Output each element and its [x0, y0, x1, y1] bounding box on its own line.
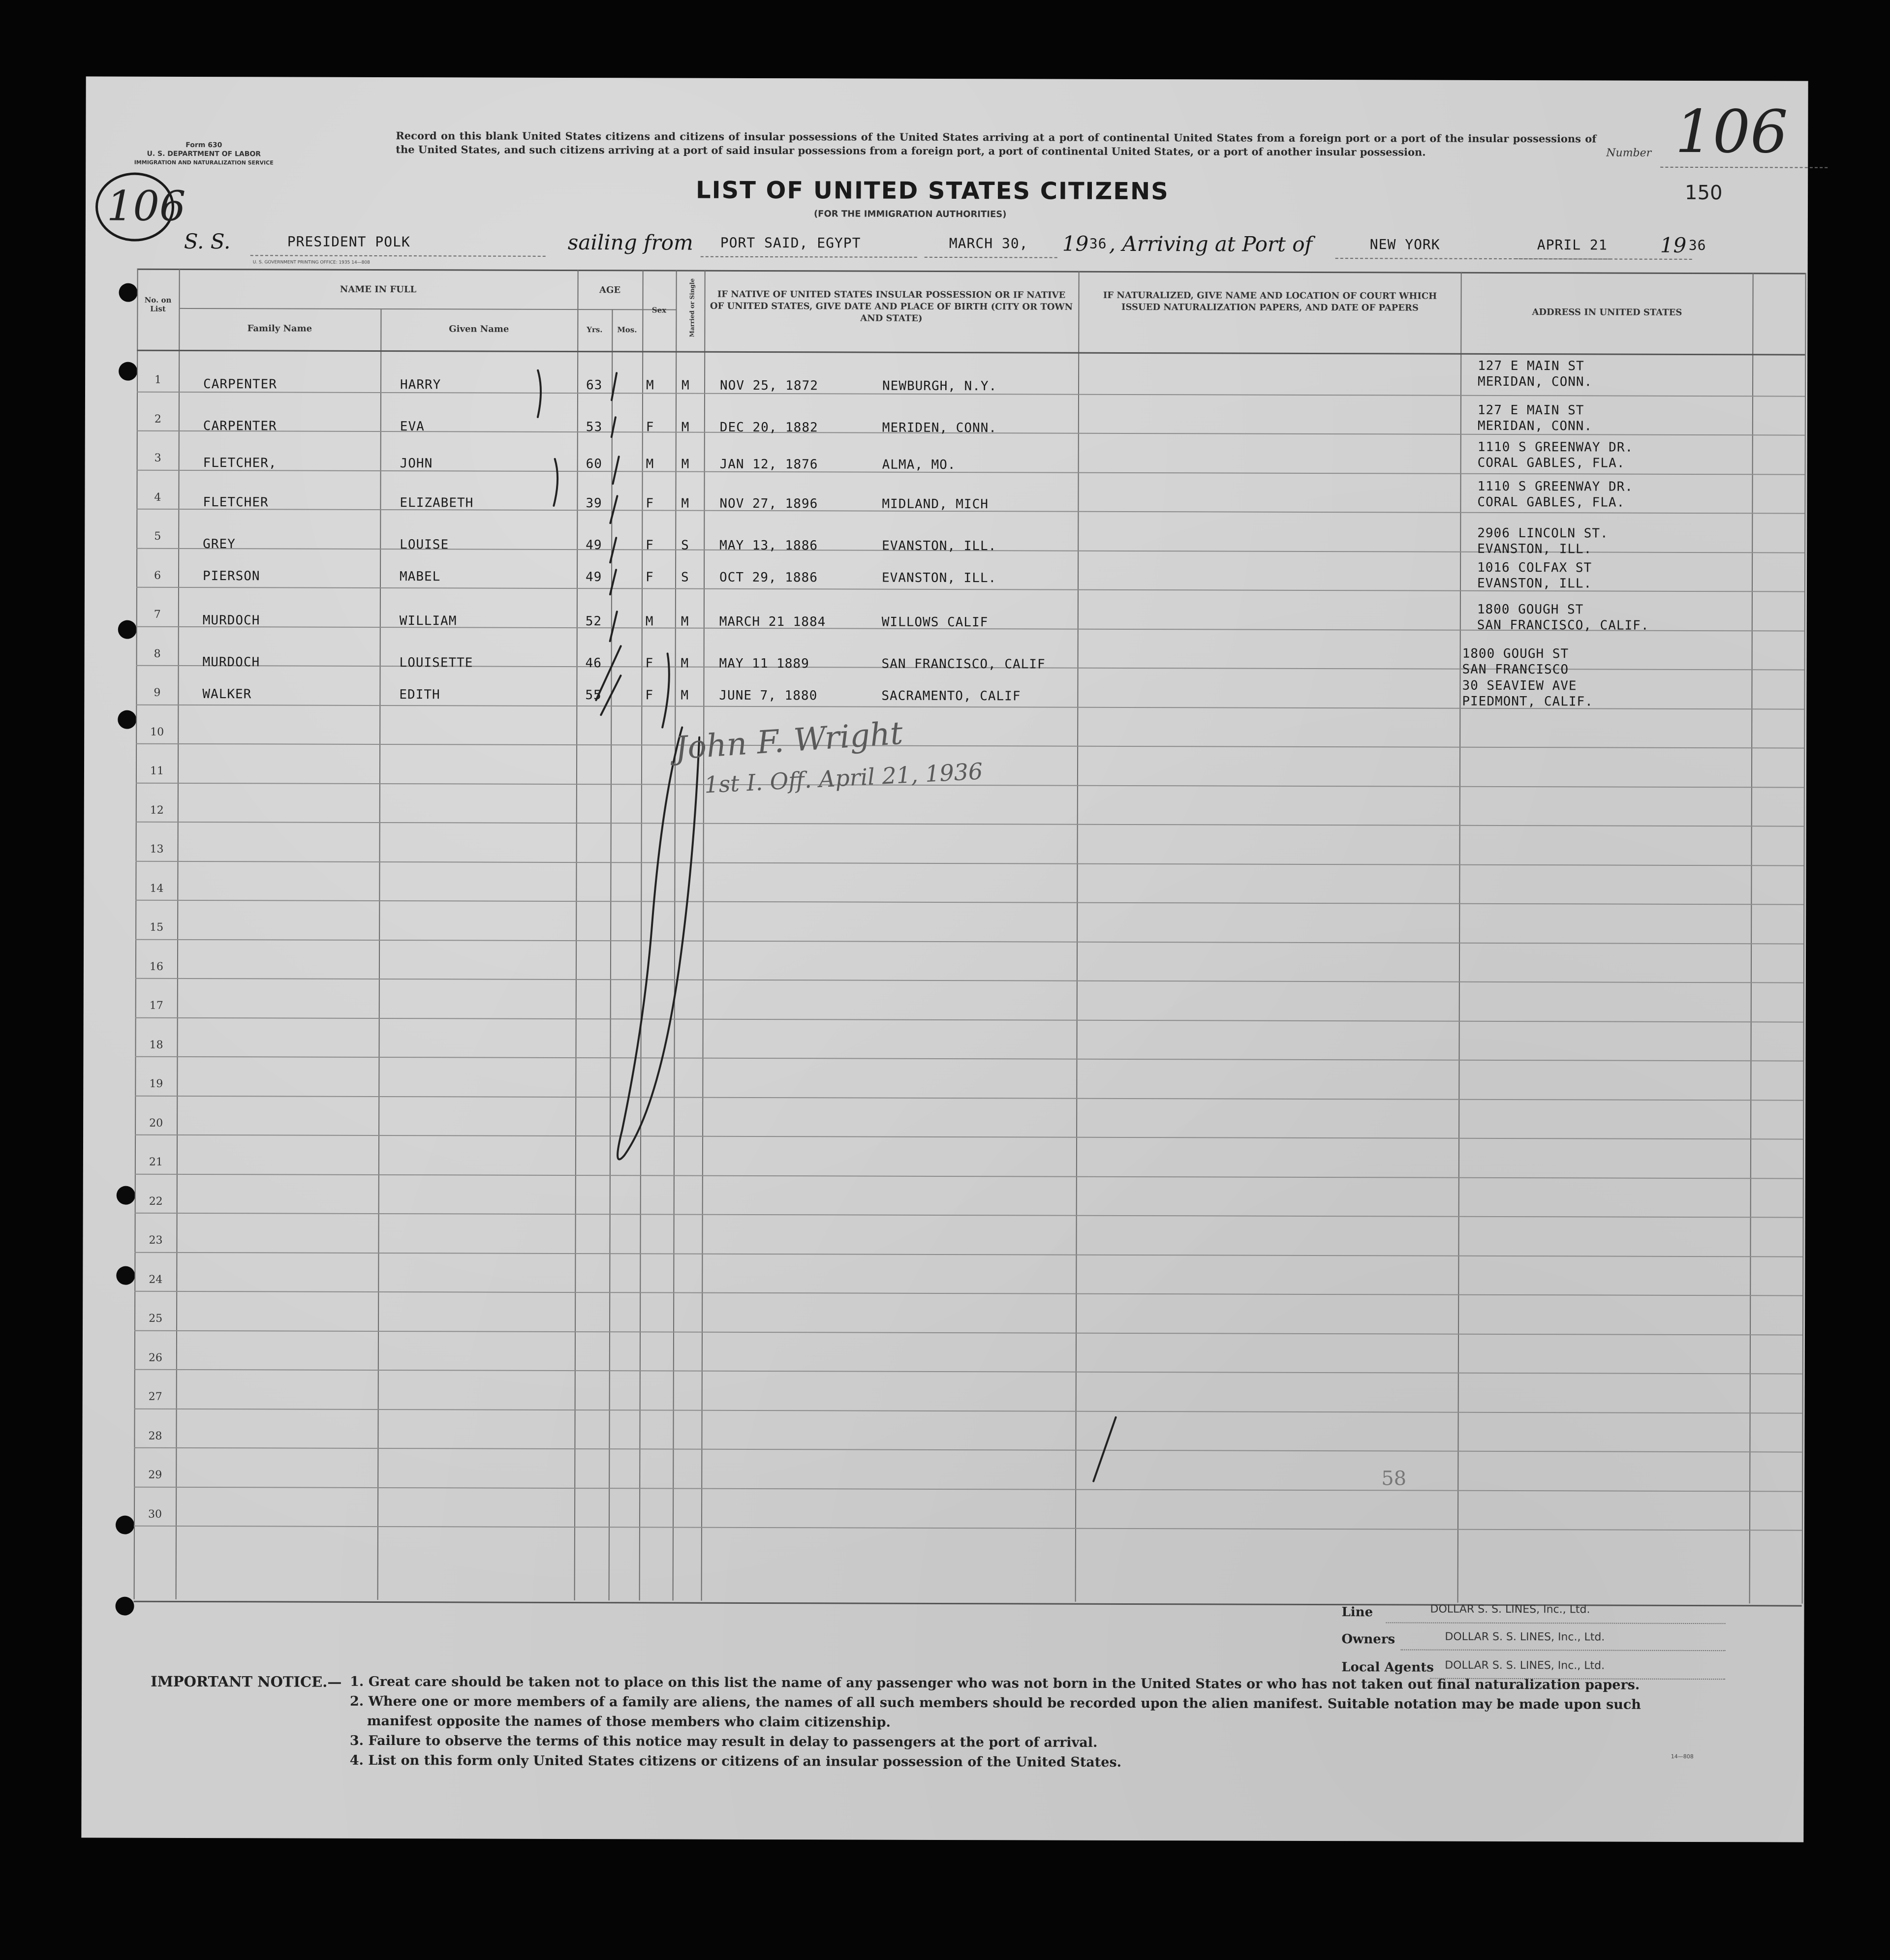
- form-code: 14—808: [1671, 1753, 1694, 1760]
- arrival-date: APRIL 21: [1537, 237, 1608, 253]
- given-name-cell: HARRY: [400, 377, 441, 393]
- pen-stroke: [662, 653, 669, 727]
- row-number: 23: [149, 1234, 163, 1247]
- address-line-2: PIEDMONT, CALIF.: [1462, 694, 1593, 709]
- header-mos: Mos.: [617, 325, 637, 335]
- address-line-2: MERIDAN, CONN.: [1478, 374, 1593, 390]
- family-name-cell: CARPENTER: [203, 377, 277, 392]
- age-years-cell: 49: [586, 538, 602, 553]
- given-name-cell: EVA: [400, 419, 425, 434]
- row-number: 18: [149, 1039, 163, 1051]
- row-number: 10: [150, 726, 164, 738]
- number-label: Number: [1606, 147, 1652, 159]
- check-mark: [610, 570, 616, 594]
- check-mark: [610, 496, 617, 523]
- family-name-cell: FLETCHER: [203, 495, 269, 510]
- birth-date-cell: OCT 29, 1886: [719, 570, 818, 585]
- family-name-cell: FLETCHER,: [203, 456, 277, 471]
- address-line-1: 127 E MAIN ST: [1478, 358, 1584, 374]
- row-number: 13: [150, 843, 164, 856]
- owners-value: DOLLAR S. S. LINES, Inc., Ltd.: [1445, 1630, 1605, 1644]
- birth-date-cell: MAY 13, 1886: [719, 538, 818, 553]
- ship-name: PRESIDENT POLK: [287, 233, 410, 250]
- sex-cell: M: [646, 378, 654, 393]
- row-number: 3: [154, 452, 161, 464]
- birth-place-cell: WILLOWS CALIF: [881, 614, 989, 630]
- row-number: 20: [149, 1117, 163, 1130]
- row-number: 9: [154, 686, 161, 699]
- row-number: 16: [149, 960, 163, 973]
- family-name-cell: PIERSON: [202, 569, 260, 584]
- row-number: 21: [149, 1156, 163, 1168]
- marital-status-cell: M: [682, 378, 690, 393]
- number-handwritten: 106: [1675, 97, 1788, 167]
- notice-item-4: 4. List on this form only United States citizens or citizens of an insular possession of the United States.: [349, 1752, 1122, 1770]
- marital-status-cell: M: [681, 688, 689, 703]
- header-no: No. on List: [144, 295, 172, 313]
- depart-year-prefix: 19: [1062, 231, 1089, 256]
- given-name-cell: ELIZABETH: [400, 495, 474, 511]
- row-number: 5: [154, 530, 161, 543]
- sex-cell: M: [645, 614, 654, 629]
- birth-date-cell: NOV 27, 1896: [719, 496, 818, 512]
- notice-item-3: 3. Failure to observe the terms of this notice may result in delay to passengers at the port of arrival.: [349, 1733, 1098, 1750]
- arrival-year: 36: [1688, 237, 1706, 254]
- check-mark: [612, 373, 617, 400]
- sailing-label: sailing from: [567, 230, 693, 255]
- address-line-1: 1110 S GREENWAY DR.: [1477, 439, 1634, 455]
- birth-date-cell: JAN 12, 1876: [719, 457, 818, 472]
- row-number: 14: [150, 882, 164, 895]
- sex-cell: F: [645, 688, 654, 703]
- notice-title: IMPORTANT NOTICE.—: [151, 1673, 342, 1690]
- service-name: IMMIGRATION AND NATURALIZATION SERVICE: [134, 159, 274, 166]
- officer-signature: John F. Wright: [674, 715, 904, 767]
- header-yrs: Yrs.: [587, 325, 603, 335]
- sex-cell: F: [646, 496, 654, 511]
- department-name: U. S. DEPARTMENT OF LABOR: [147, 150, 261, 158]
- header-sex: Sex: [651, 306, 667, 315]
- age-years-cell: 55: [585, 688, 602, 703]
- address-line-1: 30 SEAVIEW AVE: [1462, 678, 1577, 694]
- header-given: Given Name: [449, 324, 509, 335]
- row-number: 30: [148, 1508, 162, 1521]
- line-label: Line: [1341, 1605, 1373, 1620]
- header-age: AGE: [599, 285, 621, 296]
- row-number: 4: [154, 491, 161, 504]
- marital-status-cell: M: [681, 614, 689, 629]
- agents-value: DOLLAR S. S. LINES, Inc., Ltd.: [1445, 1659, 1605, 1672]
- marital-status-cell: M: [681, 496, 690, 511]
- row-number: 7: [154, 608, 161, 621]
- row-number: 25: [149, 1312, 163, 1325]
- address-line-2: CORAL GABLES, FLA.: [1477, 494, 1625, 510]
- family-name-cell: GREY: [203, 537, 236, 552]
- age-years-cell: 53: [586, 420, 603, 435]
- form-number: Form 630: [186, 141, 222, 150]
- given-name-cell: LOUISETTE: [399, 655, 473, 671]
- birth-date-cell: NOV 25, 1872: [720, 378, 818, 394]
- age-years-cell: 52: [585, 614, 602, 629]
- owners-label: Owners: [1341, 1632, 1395, 1647]
- family-name-cell: CARPENTER: [203, 419, 277, 434]
- circled-number-text: 106: [106, 182, 186, 230]
- birth-place-cell: MIDLAND, MICH: [882, 496, 989, 512]
- row-number: 26: [148, 1351, 162, 1364]
- sex-cell: F: [646, 420, 654, 435]
- birth-place-cell: SAN FRANCISCO, CALIF: [881, 656, 1046, 672]
- row-number: 24: [149, 1273, 163, 1286]
- address-line-1: 1800 GOUGH ST: [1462, 646, 1569, 662]
- given-name-cell: EDITH: [399, 687, 440, 703]
- birth-place-cell: SACRAMENTO, CALIF: [881, 688, 1021, 704]
- pen-loop: [618, 727, 699, 1160]
- depart-year: 36: [1089, 235, 1107, 252]
- family-name-cell: WALKER: [202, 687, 252, 702]
- address-line-1: 2906 LINCOLN ST.: [1477, 525, 1609, 541]
- address-line-1: 1016 COLFAX ST: [1477, 560, 1592, 576]
- ss-label: S. S.: [184, 229, 231, 254]
- marital-status-cell: M: [681, 457, 690, 472]
- address-line-2: EVANSTON, ILL.: [1477, 541, 1592, 557]
- address-line-2: MERIDAN, CONN.: [1477, 418, 1593, 434]
- address-line-2: SAN FRANCISCO, CALIF.: [1477, 617, 1649, 633]
- row-number: 15: [150, 921, 164, 934]
- header-naturalized: IF NATURALIZED, GIVE NAME AND LOCATION OF COURT WHICH ISSUED NATURALIZATION PAPERS, AND DATE OF PAPERS: [1103, 290, 1437, 313]
- marital-status-cell: M: [681, 420, 690, 435]
- marital-status-cell: M: [681, 656, 689, 671]
- from-port: PORT SAID, EGYPT: [720, 234, 861, 251]
- sex-cell: F: [645, 656, 654, 671]
- header-native: IF NATIVE OF UNITED STATES INSULAR POSSESSION OR IF NATIVE OF UNITED STATES, GIVE DATE AND PLACE OF BIRTH (CITY OR TOWN AND STATE): [710, 289, 1073, 324]
- sex-cell: F: [645, 570, 654, 585]
- row-number: 8: [154, 647, 161, 660]
- arrival-year-prefix: 19: [1660, 233, 1687, 257]
- bracket-mark: [554, 459, 558, 506]
- row-number: 2: [154, 413, 161, 426]
- check-mark: [596, 646, 620, 700]
- marital-status-cell: S: [681, 538, 689, 553]
- age-years-cell: 60: [586, 457, 602, 472]
- header-name: NAME IN FULL: [340, 284, 417, 295]
- address-line-2: SAN FRANCISCO: [1462, 662, 1569, 677]
- birth-place-cell: NEWBURGH, N.Y.: [882, 378, 997, 394]
- row-number: 17: [149, 999, 163, 1012]
- given-name-cell: JOHN: [400, 456, 433, 471]
- row-number: 28: [148, 1430, 162, 1442]
- page-subtitle: (FOR THE IMMIGRATION AUTHORITIES): [813, 209, 1007, 220]
- birth-date-cell: JUNE 7, 1880: [719, 688, 818, 704]
- row-number: 27: [148, 1390, 162, 1403]
- notice-item-2-cont: manifest opposite the names of those members who claim citizenship.: [367, 1713, 891, 1730]
- row-number: 19: [149, 1077, 163, 1090]
- family-name-cell: MURDOCH: [202, 613, 260, 628]
- address-line-2: CORAL GABLES, FLA.: [1477, 455, 1625, 471]
- sex-cell: M: [646, 457, 654, 472]
- address-line-1: 127 E MAIN ST: [1477, 402, 1584, 418]
- address-line-1: 1110 S GREENWAY DR.: [1477, 479, 1633, 494]
- bracket-mark: [538, 370, 541, 417]
- row-number: 12: [150, 804, 164, 817]
- row-number: 11: [150, 765, 164, 777]
- sex-cell: F: [646, 538, 654, 553]
- age-years-cell: 63: [586, 378, 603, 393]
- check-mark: [610, 538, 616, 562]
- line-value: DOLLAR S. S. LINES, Inc., Ltd.: [1430, 1603, 1590, 1616]
- row-number: 1: [155, 373, 162, 386]
- given-name-cell: LOUISE: [400, 537, 449, 552]
- check-mark: [613, 457, 619, 484]
- age-years-cell: 46: [585, 656, 602, 671]
- given-name-cell: WILLIAM: [399, 613, 457, 629]
- intro-text: Record on this blank United States citizens and citizens of insular possessions of the United States arriving at a port of continental United States from a foreign port or a port of the insular possessions of the United States, and such citizens arriving at a port of said insular possessions from a foreign port, a port of continental United States, or a port of another insular possession.: [396, 129, 1597, 158]
- age-years-cell: 39: [586, 496, 602, 511]
- manifest-sheet: [81, 76, 1808, 1842]
- address-line-1: 1800 GOUGH ST: [1477, 602, 1584, 617]
- birth-date-cell: MARCH 21 1884: [719, 614, 826, 630]
- header-family: Family Name: [247, 323, 312, 334]
- row-number: 29: [148, 1469, 162, 1481]
- check-mark: [610, 612, 617, 641]
- given-name-cell: MABEL: [399, 569, 441, 584]
- page-number: 150: [1685, 181, 1723, 205]
- notice-item-1: 1. Great care should be taken not to place on this list the name of any passenger who was not born in the United States or who has not taken out final naturalization papers.: [350, 1674, 1640, 1693]
- age-years-cell: 49: [585, 570, 602, 585]
- marital-status-cell: S: [681, 570, 689, 585]
- check-mark: [1093, 1417, 1115, 1481]
- arrival-port: NEW YORK: [1369, 236, 1440, 253]
- birth-place-cell: EVANSTON, ILL.: [882, 538, 997, 554]
- birth-place-cell: EVANSTON, ILL.: [881, 570, 997, 586]
- birth-date-cell: MAY 11 1889: [719, 656, 809, 672]
- stamp-number: 58: [1381, 1467, 1407, 1490]
- check-mark: [612, 417, 616, 437]
- header-married: Married or Single: [688, 278, 696, 337]
- page-title: LIST OF UNITED STATES CITIZENS: [696, 176, 1169, 206]
- birth-place-cell: MERIDEN, CONN.: [882, 420, 997, 436]
- officer-signature-date: 1st I. Off. April 21, 1936: [703, 758, 984, 798]
- depart-date: MARCH 30,: [949, 235, 1028, 252]
- header-address: ADDRESS IN UNITED STATES: [1532, 307, 1682, 318]
- notice-item-2: 2. Where one or more members of a family are aliens, the names of all such members should be recorded upon the alien manifest. Suitable notation may be made upon such: [350, 1693, 1641, 1713]
- agents-label: Local Agents: [1341, 1660, 1434, 1675]
- row-number: 6: [154, 569, 161, 582]
- address-line-2: EVANSTON, ILL.: [1477, 576, 1592, 591]
- row-number: 22: [149, 1195, 163, 1208]
- birth-place-cell: ALMA, MO.: [882, 457, 956, 473]
- handwritten-marks: [81, 76, 1808, 1842]
- arriving-label: , Arriving at Port of: [1109, 231, 1313, 256]
- printing-office-note: U. S. GOVERNMENT PRINTING OFFICE: 1935 14—808: [252, 260, 370, 265]
- family-name-cell: MURDOCH: [202, 655, 260, 670]
- birth-date-cell: DEC 20, 1882: [719, 420, 818, 435]
